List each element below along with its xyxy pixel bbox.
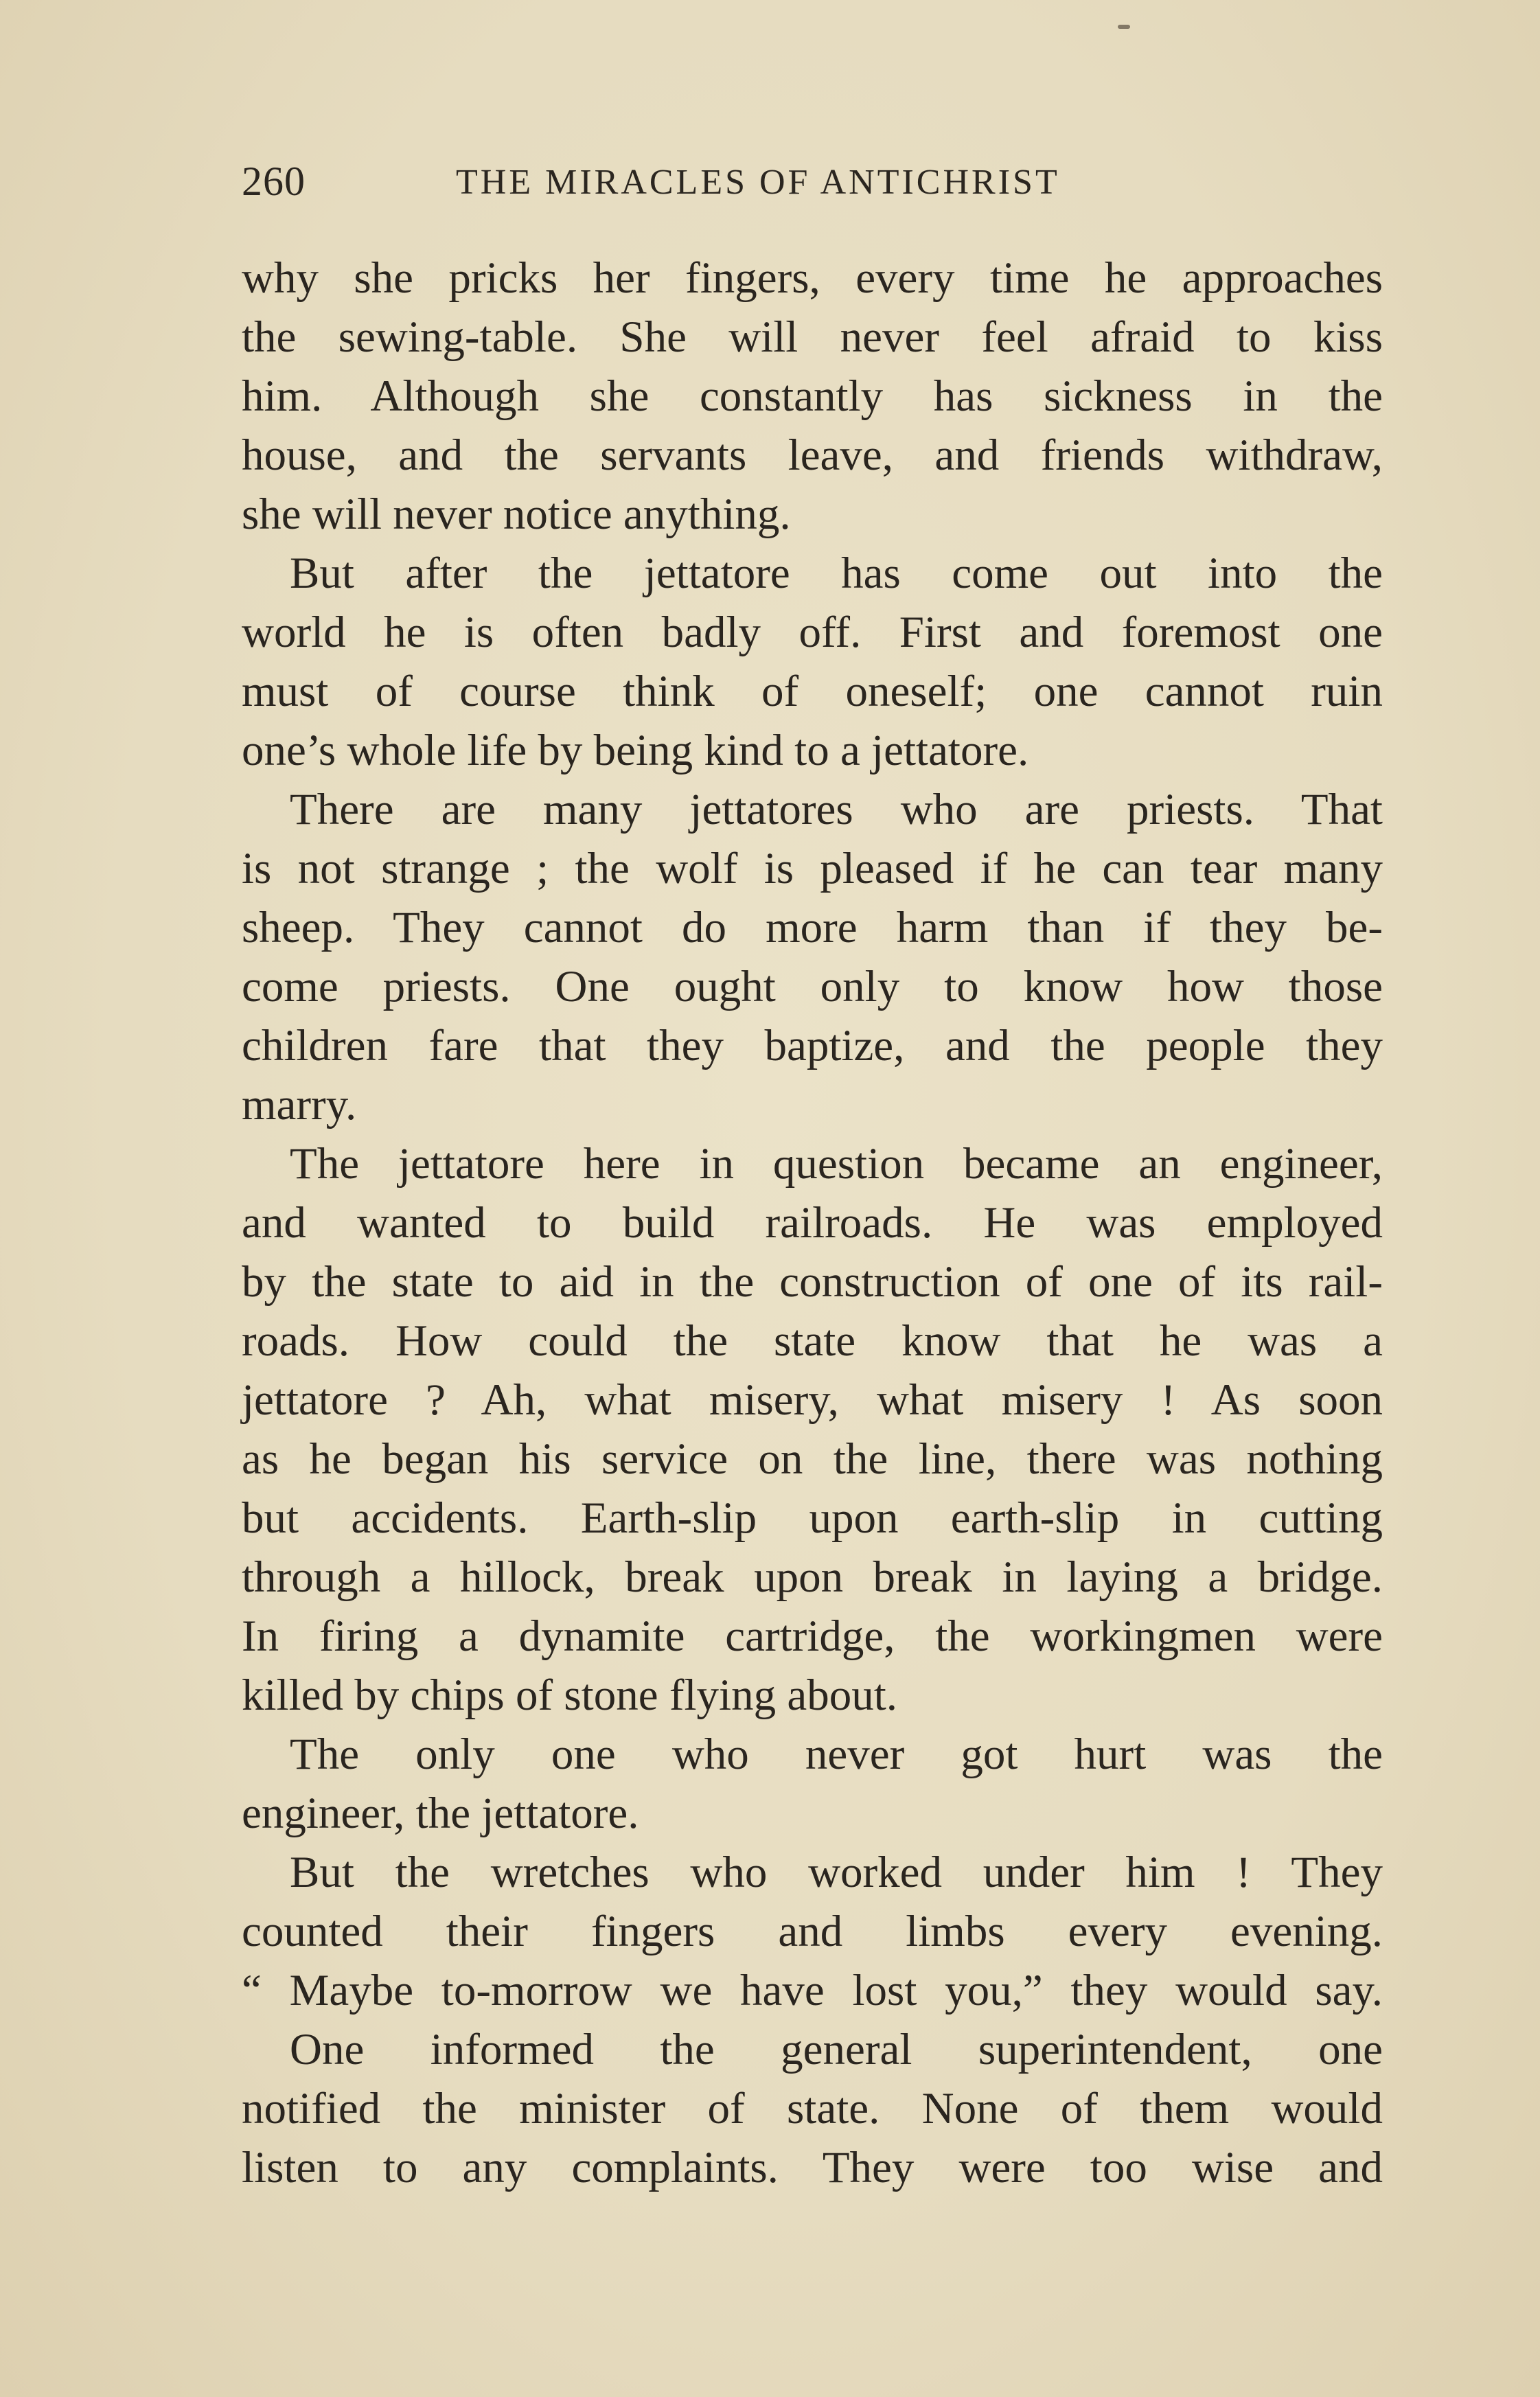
text-line: jettatore ? Ah, what misery, what misery ! As soon	[242, 1375, 1383, 1425]
text-line: world he is often badly off. First and foremost one	[242, 608, 1383, 657]
text-line: marry.	[242, 1080, 357, 1129]
text-line: come priests. One ought only to know how those	[242, 962, 1383, 1011]
text-line: notified the minister of state. None of them would	[242, 2084, 1383, 2133]
text-line: but accidents. Earth-slip upon earth-slip in cutting	[242, 1493, 1383, 1543]
text-line: The only one who never got hurt was the	[290, 1730, 1383, 1779]
text-line: the sewing-table. She will never feel afraid to kiss	[242, 312, 1383, 362]
text-line: One informed the general superintendent, one	[290, 2025, 1383, 2074]
text-line: listen to any complaints. They were too wise and	[242, 2143, 1383, 2192]
text-line: as he began his service on the line, there was nothing	[242, 1434, 1383, 1484]
page-number: 260	[242, 159, 306, 204]
running-head	[242, 158, 1169, 213]
text-line: counted their fingers and limbs every evening.	[242, 1907, 1383, 1956]
text-line: through a hillock, break upon break in laying a bridge.	[242, 1552, 1383, 1602]
text-line: roads. How could the state know that he was a	[242, 1316, 1383, 1366]
text-line: why she pricks her fingers, every time he approaches	[242, 253, 1383, 303]
text-line: is not strange ; the wolf is pleased if he can tear many	[242, 844, 1383, 893]
text-line: In firing a dynamite cartridge, the workingmen were	[242, 1612, 1383, 1661]
text-line: him. Although she constantly has sickness in the	[242, 371, 1383, 421]
text-line: killed by chips of stone flying about.	[242, 1671, 898, 1720]
running-title: THE MIRACLES OF ANTICHRIST	[456, 163, 1060, 202]
ink-speck	[1118, 25, 1130, 29]
text-line: engineer, the jettatore.	[242, 1789, 639, 1838]
text-line: she will never notice anything.	[242, 490, 791, 539]
text-line: But after the jettatore has come out into the	[290, 549, 1383, 598]
text-line: sheep. They cannot do more harm than if they be-	[242, 903, 1383, 952]
text-line: one’s whole life by being kind to a jettatore.	[242, 726, 1029, 775]
text-line: by the state to aid in the construction of one of its rail-	[242, 1257, 1383, 1307]
text-line: There are many jettatores who are priests. That	[290, 785, 1383, 834]
text-line: “ Maybe to-morrow we have lost you,” they would say.	[242, 1966, 1383, 2015]
text-line: house, and the servants leave, and friends withdraw,	[242, 431, 1383, 480]
text-line: The jettatore here in question became an engineer,	[290, 1139, 1383, 1189]
body-text	[242, 249, 1383, 2197]
text-line: children fare that they baptize, and the people they	[242, 1021, 1383, 1070]
text-line: must of course think of oneself; one cannot ruin	[242, 667, 1383, 716]
text-line: and wanted to build railroads. He was employed	[242, 1198, 1383, 1248]
text-line: But the wretches who worked under him ! They	[290, 1848, 1383, 1897]
